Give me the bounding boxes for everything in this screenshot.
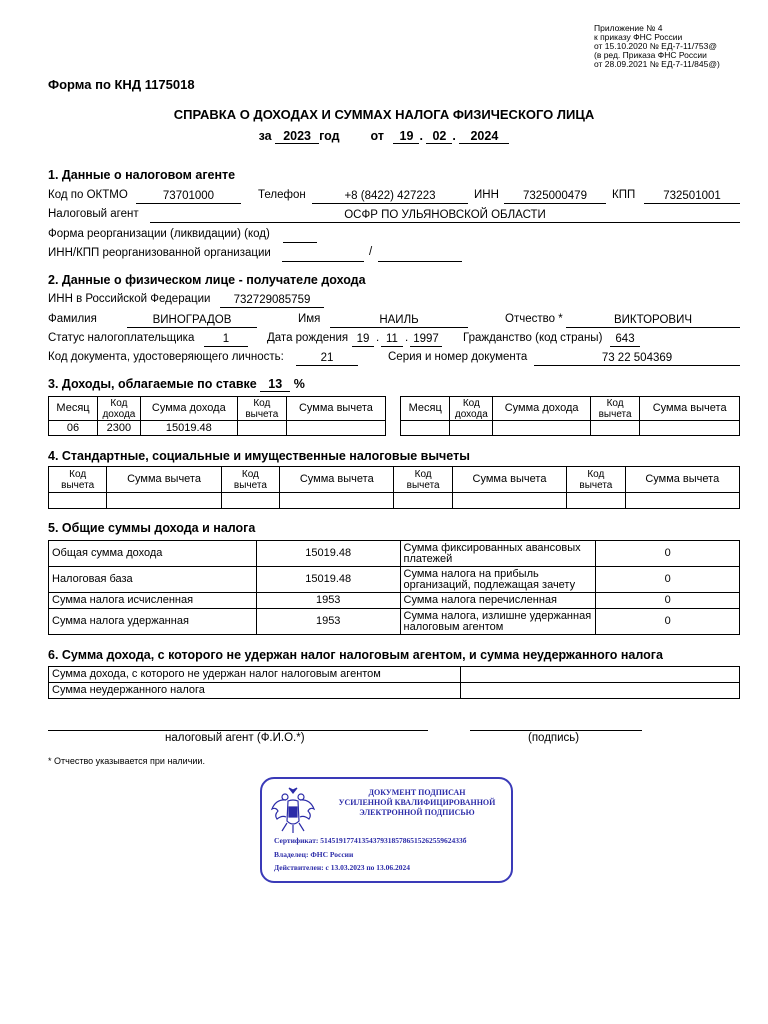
birth-year: 1997 xyxy=(410,332,442,347)
empty-cell xyxy=(590,421,639,436)
th-deduction-sum: Сумма вычета xyxy=(640,397,740,421)
patronymic-label: Отчество * xyxy=(505,313,563,325)
th-deduction-sum: Сумма вычета xyxy=(286,397,385,421)
citizenship-value: 643 xyxy=(610,332,640,347)
oktmo-value: 73701000 xyxy=(136,189,241,204)
status-value: 1 xyxy=(204,332,248,347)
dot: . xyxy=(376,332,380,344)
th-month: Месяц xyxy=(49,397,98,421)
empty-cell xyxy=(567,493,625,509)
docnum-label: Серия и номер документа xyxy=(388,351,528,363)
empty-cell xyxy=(49,493,107,509)
empty-cell xyxy=(493,421,591,436)
empty-cell xyxy=(640,421,740,436)
kpp-label: КПП xyxy=(612,189,636,201)
th-income-code: Код дохода xyxy=(98,397,141,421)
doc-day: 19 xyxy=(393,129,419,144)
th-deduction-code: Код вычета xyxy=(237,397,286,421)
section4-title: 4. Стандартные, социальные и имущественные налоговые вычеты xyxy=(48,449,470,463)
birth-label: Дата рождения xyxy=(267,332,349,344)
stamp-header xyxy=(324,788,510,818)
phone-label: Телефон xyxy=(258,189,306,201)
income-sum: 15019.48 xyxy=(140,421,237,436)
tax-overwithheld-value: 0 xyxy=(596,609,740,635)
document-title: СПРАВКА О ДОХОДАХ И СУММАХ НАЛОГА ФИЗИЧЕСКОГО ЛИЦА xyxy=(173,107,595,122)
tax-transferred-label: Сумма налога перечисленная xyxy=(400,593,596,609)
section1-title: 1. Данные о налоговом агенте xyxy=(48,168,236,182)
agent-inn-label: ИНН xyxy=(474,189,499,201)
section2-title: 2. Данные о физическом лице - получателе дохода xyxy=(48,273,366,287)
empty-cell xyxy=(401,421,450,436)
docnum-value: 73 22 504369 xyxy=(534,351,740,366)
total-income-label: Общая сумма дохода xyxy=(49,541,257,567)
stamp-line: ДОКУМЕНТ ПОДПИСАН xyxy=(368,788,466,797)
tax-overwithheld-label: Сумма налога, излишне удержанная налоговым агентом xyxy=(400,609,596,635)
unwithheld-income-label: Сумма дохода, с которого не удержан налог налоговым агентом xyxy=(49,667,461,683)
slash: / xyxy=(369,246,373,258)
income-table-right xyxy=(400,396,740,436)
signature-line xyxy=(470,730,642,731)
th-month: Месяц xyxy=(401,397,450,421)
doc-month: 02 xyxy=(426,129,452,144)
tax-rate: 13 xyxy=(260,377,290,392)
doc-year: 2024 xyxy=(459,129,509,144)
tax-base-value: 15019.48 xyxy=(256,567,400,593)
agent-value: ОСФР ПО УЛЬЯНОВСКОЙ ОБЛАСТИ xyxy=(150,208,740,223)
agent-label: Налоговый агент xyxy=(48,208,139,220)
empty-cell xyxy=(452,493,566,509)
empty-cell xyxy=(450,421,493,436)
appendix-line: от 28.09.2021 № ЕД-7-11/845@) xyxy=(594,59,720,69)
stamp-line: ЭЛЕКТРОННОЙ ПОДПИСЬЮ xyxy=(359,808,475,817)
profit-tax-label: Сумма налога на прибыль организаций, подлежащая зачету xyxy=(400,567,596,593)
fixed-advance-value: 0 xyxy=(596,541,740,567)
birth-day: 19 xyxy=(352,332,374,347)
appendix-note xyxy=(594,24,764,69)
surname-value: ВИНОГРАДОВ xyxy=(127,313,257,328)
period-god: год xyxy=(319,129,340,143)
th-code: Код вычета xyxy=(49,467,107,493)
agent-inn-value: 7325000479 xyxy=(504,189,606,204)
th-sum: Сумма вычета xyxy=(280,467,394,493)
th-income-sum: Сумма дохода xyxy=(493,397,591,421)
empty-cell xyxy=(221,493,279,509)
percent-sign: % xyxy=(293,377,305,391)
reorg-inn-label: ИНН/КПП реорганизованной организации xyxy=(48,247,271,259)
empty-cell xyxy=(394,493,452,509)
th-code: Код вычета xyxy=(567,467,625,493)
reorg-kpp-value xyxy=(378,247,462,262)
form-code: Форма по КНД 1175018 xyxy=(48,77,195,92)
income-month: 06 xyxy=(49,421,98,436)
section3-title xyxy=(48,377,305,392)
section5-title: 5. Общие суммы дохода и налога xyxy=(48,521,256,535)
empty-cell xyxy=(280,493,394,509)
stamp-line: УСИЛЕННОЙ КВАЛИФИЦИРОВАННОЙ xyxy=(338,798,496,807)
stamp-owner: Владелец: ФНС России xyxy=(274,850,354,859)
appendix-line: (в ред. Приказа ФНС России xyxy=(594,50,707,60)
doccode-label: Код документа, удостоверяющего личность: xyxy=(48,351,284,363)
appendix-line: от 15.10.2020 № ЕД-7-11/753@ xyxy=(594,41,717,51)
appendix-line: к приказу ФНС России xyxy=(594,32,683,42)
status-label: Статус налогоплательщика xyxy=(48,332,195,344)
th-income-sum: Сумма дохода xyxy=(140,397,237,421)
unwithheld-table xyxy=(48,666,740,699)
empty-cell xyxy=(625,493,739,509)
dot: . xyxy=(405,332,409,344)
oktmo-label: Код по ОКТМО xyxy=(48,189,128,201)
income-code: 2300 xyxy=(98,421,141,436)
reorg-label: Форма реорганизации (ликвидации) (код) xyxy=(48,228,270,240)
birth-month: 11 xyxy=(381,332,403,347)
footnote: * Отчество указывается при наличии. xyxy=(48,756,205,766)
th-deduction-code: Код вычета xyxy=(590,397,639,421)
agent-sign-line xyxy=(48,730,428,731)
name-value: НАИЛЬ xyxy=(330,313,468,328)
stamp-validity: Действителен: с 13.03.2023 по 13.06.2024 xyxy=(274,863,411,872)
agent-fio-label: налоговый агент (Ф.И.О.*) xyxy=(165,732,305,744)
th-code: Код вычета xyxy=(394,467,452,493)
tax-calculated-value: 1953 xyxy=(256,593,400,609)
tax-base-label: Налоговая база xyxy=(49,567,257,593)
period-za: за xyxy=(258,129,272,143)
surname-label: Фамилия xyxy=(48,313,97,325)
period-ot: от xyxy=(370,129,384,143)
profit-tax-value: 0 xyxy=(596,567,740,593)
appendix-line: Приложение № 4 xyxy=(594,23,663,33)
tax-withheld-label: Сумма налога удержанная xyxy=(49,609,257,635)
deductions-table xyxy=(48,466,740,509)
reorg-value xyxy=(283,228,317,243)
th-sum: Сумма вычета xyxy=(452,467,566,493)
section3-title-text: 3. Доходы, облагаемые по ставке xyxy=(48,377,257,391)
dot: . xyxy=(419,129,423,143)
period-year: 2023 xyxy=(275,129,319,144)
tax-withheld-value: 1953 xyxy=(256,609,400,635)
unwithheld-income-value xyxy=(461,667,740,683)
kpp-value: 732501001 xyxy=(644,189,740,204)
income-table-left xyxy=(48,396,386,436)
citizenship-label: Гражданство (код страны) xyxy=(463,332,603,344)
signature-label: (подпись) xyxy=(528,732,580,744)
reorg-inn-value xyxy=(282,247,364,262)
doccode-value: 21 xyxy=(296,351,358,366)
eagle-emblem-icon xyxy=(268,785,318,837)
stamp-certificate: Сертификат: 51451917741354379318578651526255962433б xyxy=(274,836,467,845)
th-income-code: Код дохода xyxy=(450,397,493,421)
tax-transferred-value: 0 xyxy=(596,593,740,609)
total-income-value: 15019.48 xyxy=(256,541,400,567)
totals-table xyxy=(48,540,740,635)
empty-cell xyxy=(107,493,221,509)
person-inn-value: 732729085759 xyxy=(220,293,324,308)
phone-value: +8 (8422) 427223 xyxy=(312,189,468,204)
name-label: Имя xyxy=(298,313,321,325)
section6-title: 6. Сумма дохода, с которого не удержан налог налоговым агентом, и сумма неудержанного налога xyxy=(48,648,663,662)
period-line xyxy=(0,129,768,144)
deduction-sum xyxy=(286,421,385,436)
th-code: Код вычета xyxy=(221,467,279,493)
unwithheld-tax-value xyxy=(461,683,740,699)
patronymic-value: ВИКТОРОВИЧ xyxy=(566,313,740,328)
dot: . xyxy=(452,129,456,143)
tax-calculated-label: Сумма налога исчисленная xyxy=(49,593,257,609)
fixed-advance-label: Сумма фиксированных авансовых платежей xyxy=(400,541,596,567)
person-inn-label: ИНН в Российской Федерации xyxy=(48,293,211,305)
th-sum: Сумма вычета xyxy=(107,467,221,493)
e-signature-stamp xyxy=(260,777,513,883)
deduction-code xyxy=(237,421,286,436)
unwithheld-tax-label: Сумма неудержанного налога xyxy=(49,683,461,699)
th-sum: Сумма вычета xyxy=(625,467,739,493)
